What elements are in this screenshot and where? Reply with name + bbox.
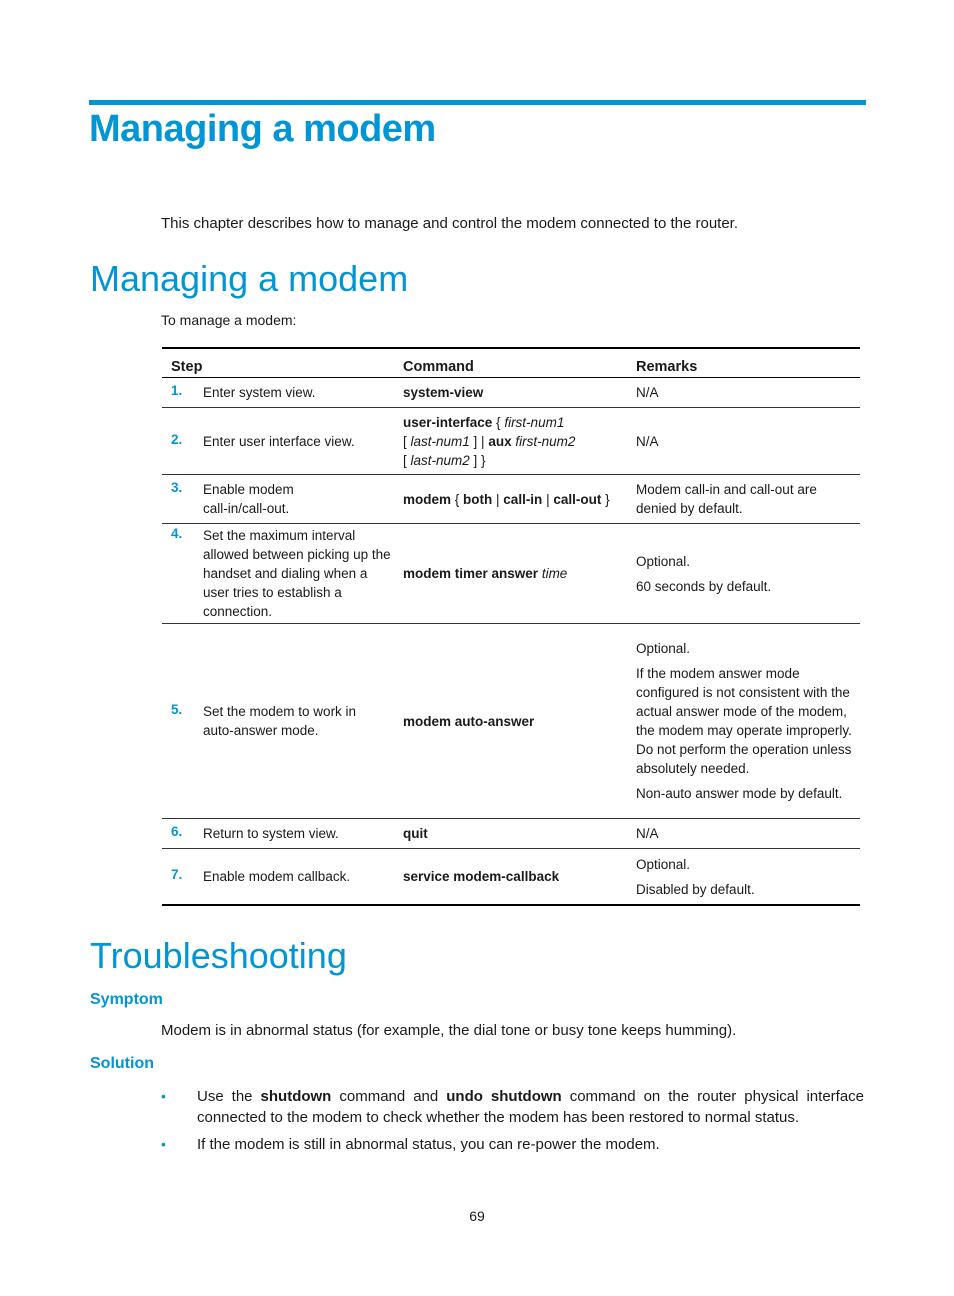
page-number: 69 [469, 1208, 485, 1224]
step-text: Enter system view. [203, 385, 316, 400]
list-item [161, 1086, 864, 1128]
bullet-icon: • [161, 1136, 166, 1152]
header-step: Step [171, 359, 203, 375]
solution-heading: Solution [90, 1055, 154, 1072]
chapter-rule [89, 100, 866, 105]
symptom-text: Modem is in abnormal status (for example, the dial tone or busy tone keeps humming). [161, 1022, 737, 1039]
remarks-cell: Optional. Disabled by default. [636, 856, 755, 897]
chapter-intro: This chapter describes how to manage and control the modem connected to the router. [161, 215, 739, 232]
command-cell: user-interface { first-num1 [ last-num1 ] | aux first-num2 [ last-num2 ] } [403, 414, 576, 468]
remarks-cell: Optional. If the modem answer mode configured is not consistent with the actual answer mode of the modem, the modem may operate improperly. Do not perform the operation unless absolutely needed. Non-auto answer mode by default. [636, 641, 852, 801]
table-row [162, 623, 860, 818]
remarks-cell: N/A [636, 826, 659, 841]
command-cell: system-view [403, 385, 484, 400]
table-row [162, 523, 860, 623]
header-remarks: Remarks [636, 359, 698, 375]
section-heading-managing: Managing a modem [90, 258, 409, 299]
remarks-cell: Optional. 60 seconds by default. [636, 553, 772, 594]
chapter-title: Managing a modem [89, 108, 436, 150]
section-heading-troubleshooting: Troubleshooting [90, 935, 347, 976]
config-table [162, 347, 860, 906]
command-cell: quit [403, 826, 428, 841]
step-number: 5. [171, 702, 183, 717]
table-row [162, 818, 860, 848]
step-number: 2. [171, 431, 183, 447]
command-cell: modem auto-answer [403, 713, 535, 729]
step-number: 3. [171, 480, 183, 495]
table-row [162, 407, 860, 474]
remarks-cell: N/A [636, 385, 659, 400]
command-cell: service modem-callback [403, 869, 560, 884]
table-row [162, 378, 860, 407]
step-number: 6. [171, 824, 183, 839]
list-item [161, 1134, 864, 1155]
command-cell: modem { both | call-in | call-out } [403, 491, 610, 507]
step-number: 4. [171, 526, 183, 541]
table-header-row [162, 349, 860, 378]
remarks-cell: Modem call-in and call-out are denied by default. [636, 482, 817, 516]
solution-list [161, 1086, 864, 1161]
step-text: Enable modem callback. [203, 869, 351, 884]
table-lead: To manage a modem: [161, 312, 297, 328]
command-cell: modem timer answer time [403, 566, 568, 581]
table-row [162, 474, 860, 523]
step-text: Set the maximum interval allowed between picking up the handset and dialing when a user tries to establish a connection. [203, 528, 391, 619]
step-text: Enable modem call-in/call-out. [203, 482, 294, 516]
bullet-icon: • [161, 1088, 166, 1104]
step-text: Set the modem to work in auto-answer mode. [203, 704, 357, 738]
step-number: 1. [171, 383, 183, 398]
remarks-cell: N/A [636, 433, 659, 449]
step-text: Return to system view. [203, 826, 339, 841]
header-command: Command [403, 359, 474, 375]
table-row [162, 848, 860, 904]
symptom-heading: Symptom [90, 991, 163, 1008]
step-number: 7. [171, 867, 183, 882]
step-text: Enter user interface view. [203, 433, 355, 449]
bullet-text: If the modem is still in abnormal status, you can re-power the modem. [197, 1136, 660, 1153]
bullet-text: Use the shutdown command and undo shutdown command on the router physical interface connected to the modem to check whether the modem has been restored to normal status. [197, 1088, 865, 1126]
